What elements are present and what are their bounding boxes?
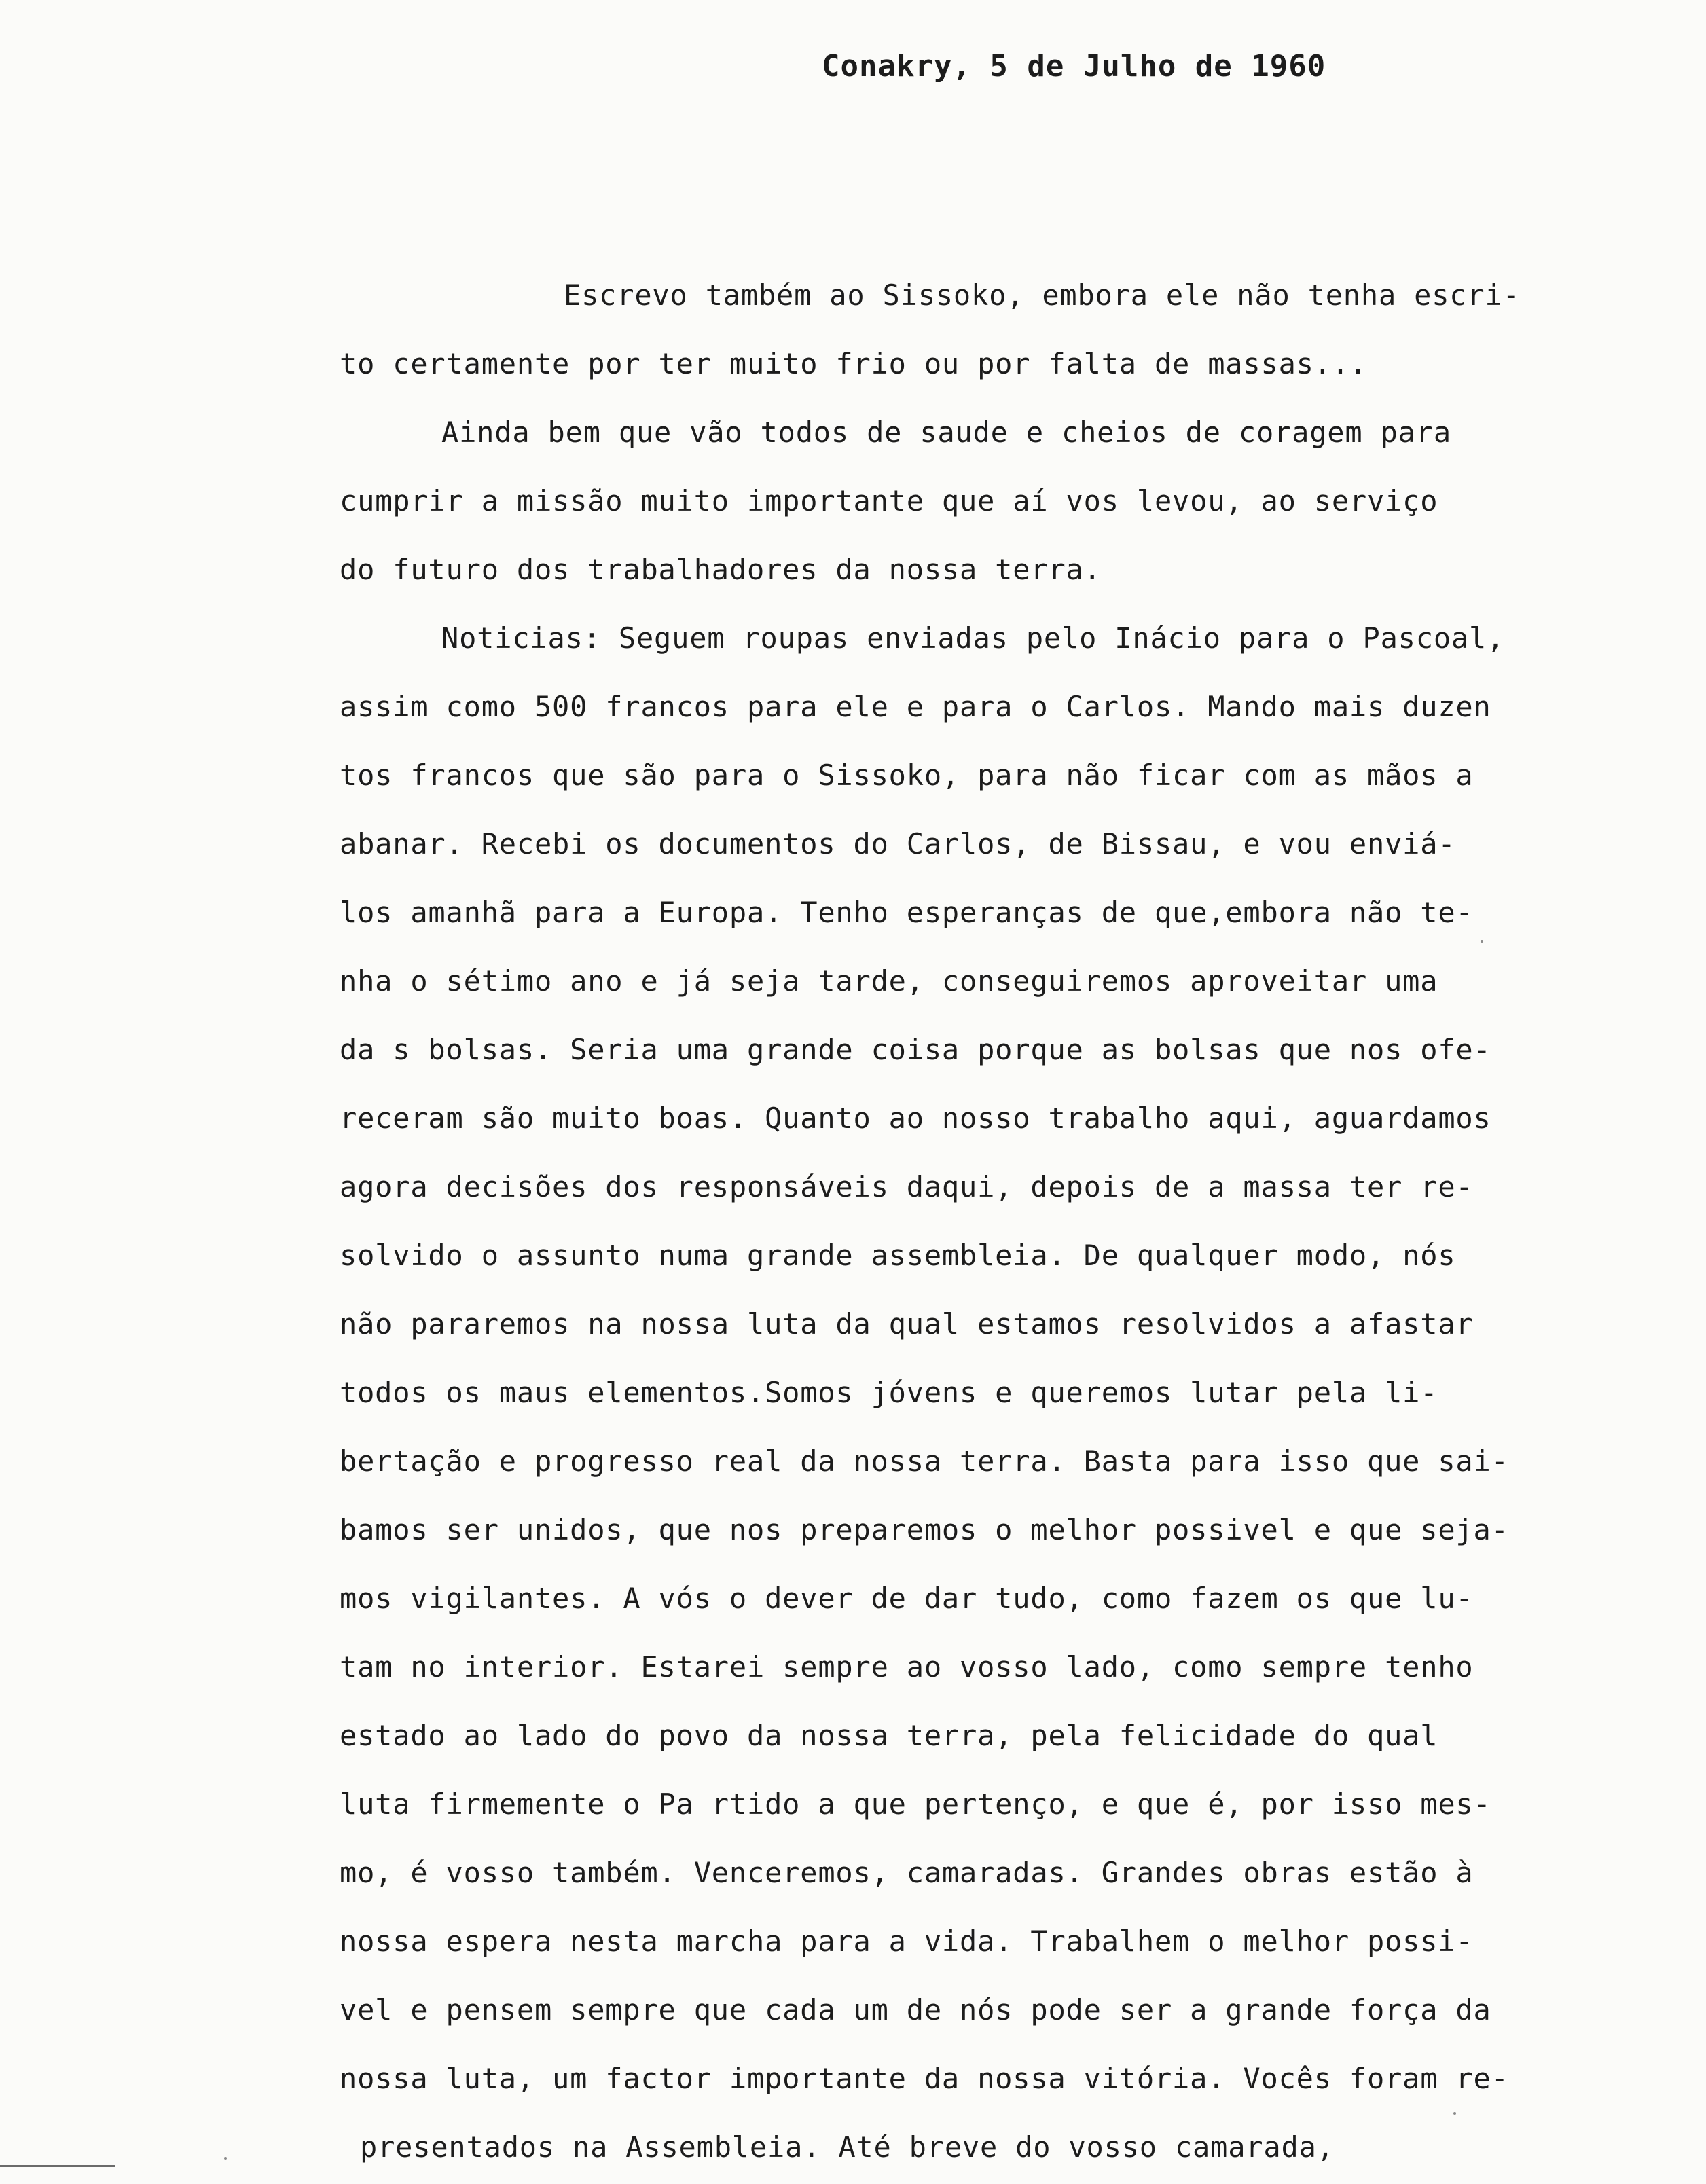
letter-line: solvido o assunto numa grande assembleia. De qualquer modo, nós bbox=[340, 1239, 1456, 1272]
letter-line: mo, é vosso também. Venceremos, camaradas. Grandes obras estão à bbox=[340, 1856, 1474, 1889]
letter-line: abanar. Recebi os documentos do Carlos, de Bissau, e vou enviá- bbox=[340, 827, 1456, 860]
letter-line: não pararemos na nossa luta da qual estamos resolvidos a afastar bbox=[340, 1307, 1474, 1341]
letter-line: do futuro dos trabalhadores da nossa terra. bbox=[340, 553, 1102, 586]
letter-line: bertação e progresso real da nossa terra. Basta para isso que sai- bbox=[340, 1444, 1509, 1478]
letter-line: bamos ser unidos, que nos preparemos o melhor possivel e que seja- bbox=[340, 1513, 1509, 1546]
letter-line: tam no interior. Estarei sempre ao vosso lado, como sempre tenho bbox=[340, 1650, 1474, 1684]
letter-line: estado ao lado do povo da nossa terra, pela felicidade do qual bbox=[340, 1719, 1438, 1752]
page-edge-rule bbox=[0, 2165, 115, 2167]
letter-line: Noticias: Seguem roupas enviadas pelo Inácio para o Pascoal, bbox=[441, 621, 1505, 655]
paper-speck bbox=[1481, 940, 1483, 943]
paper-speck bbox=[224, 2157, 227, 2160]
letter-line: los amanhã para a Europa. Tenho esperanças de que,embora não te- bbox=[340, 896, 1474, 929]
letter-line: nossa luta, um factor importante da nossa vitória. Vocês foram re- bbox=[340, 2062, 1509, 2095]
letter-line: vel e pensem sempre que cada um de nós pode ser a grande força da bbox=[340, 1993, 1491, 2026]
letter-line: Escrevo também ao Sissoko, embora ele não tenha escri- bbox=[564, 278, 1521, 312]
letter-line: receram são muito boas. Quanto ao nosso trabalho aqui, aguardamos bbox=[340, 1102, 1491, 1135]
letter-dateline: Conakry, 5 de Julho de 1960 bbox=[822, 49, 1326, 84]
letter-line: assim como 500 francos para ele e para o Carlos. Mando mais duzen bbox=[340, 690, 1491, 723]
letter-line: mos vigilantes. A vós o dever de dar tudo, como fazem os que lu- bbox=[340, 1582, 1474, 1615]
letter-line: cumprir a missão muito importante que aí vos levou, ao serviço bbox=[340, 484, 1438, 517]
letter-line: todos os maus elementos.Somos jóvens e queremos lutar pela li- bbox=[340, 1376, 1438, 1409]
paper-speck bbox=[1453, 2112, 1456, 2115]
letter-line: luta firmemente o Pa rtido a que pertenço, e que é, por isso mes- bbox=[340, 1787, 1491, 1821]
letter-line: presentados na Assembleia. Até breve do vosso camarada, bbox=[360, 2130, 1335, 2164]
letter-line: nha o sétimo ano e já seja tarde, conseguiremos aproveitar uma bbox=[340, 964, 1438, 998]
letter-body bbox=[340, 261, 1684, 2181]
letter-line: nossa espera nesta marcha para a vida. Trabalhem o melhor possi- bbox=[340, 1925, 1474, 1958]
letter-line: to certamente por ter muito frio ou por falta de massas... bbox=[340, 347, 1367, 380]
letter-line: tos francos que são para o Sissoko, para não ficar com as mãos a bbox=[340, 759, 1474, 792]
letter-line: da s bolsas. Seria uma grande coisa porque as bolsas que nos ofe- bbox=[340, 1033, 1491, 1066]
letter-line: agora decisões dos responsáveis daqui, depois de a massa ter re- bbox=[340, 1170, 1474, 1203]
letter-line: Ainda bem que vão todos de saude e cheios de coragem para bbox=[441, 416, 1451, 449]
